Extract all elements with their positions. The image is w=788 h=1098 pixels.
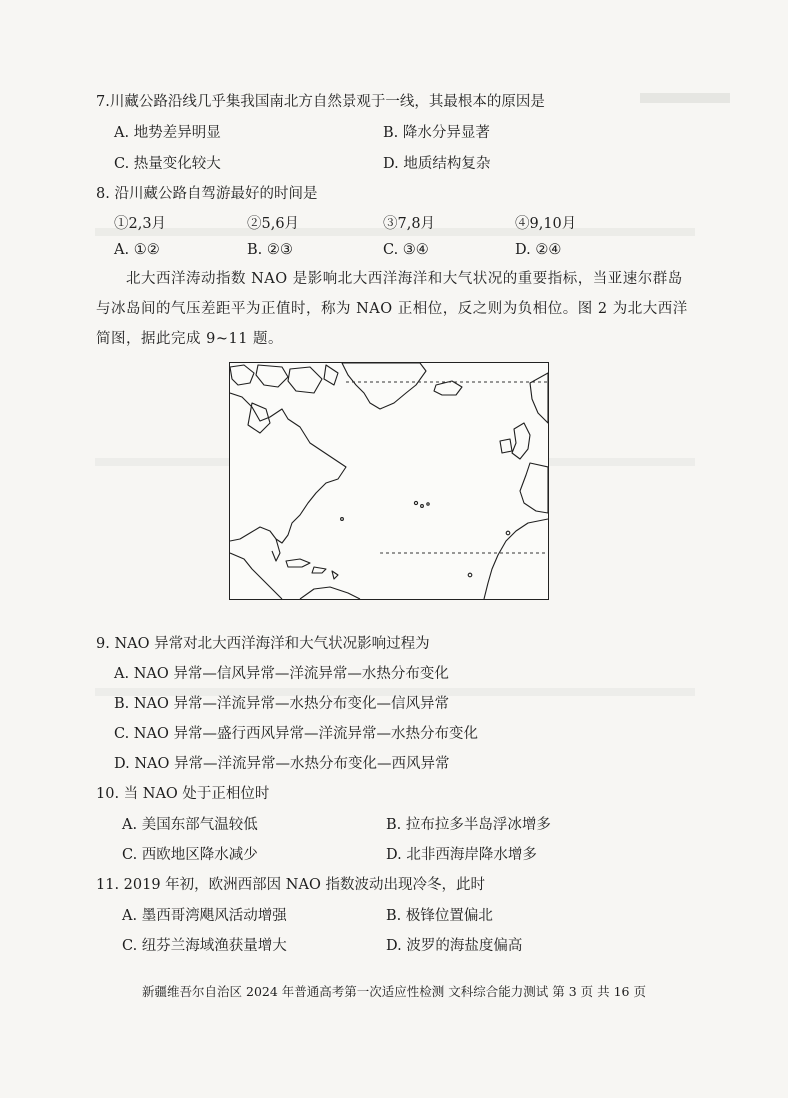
azores-islands-outline bbox=[414, 501, 417, 504]
azores-islands-outline bbox=[421, 505, 424, 508]
q9-option-c: C. NAO 异常—盛行西风异常—洋流异常—水热分布变化 bbox=[114, 726, 478, 742]
intro-paragraph: 北大西洋涛动指数 NAO 是影响北大西洋海洋和大气状况的重要指标，当亚速尔群岛与冰岛间的气压差距平为正值时，称为 NAO 正相位，反之则为负相位。图 2 为北大西洋简图，据此完成 9~11 题。 bbox=[96, 271, 688, 347]
north-atlantic-map bbox=[229, 362, 549, 600]
q10-option-d: D. 北非西海岸降水增多 bbox=[386, 847, 537, 863]
south-america-outline bbox=[300, 587, 360, 599]
q7-option-a: A. 地势差异明显 bbox=[114, 125, 221, 141]
q11-option-b: B. 极锋位置偏北 bbox=[386, 908, 493, 924]
europe-outline bbox=[520, 463, 548, 513]
q11-option-a: A. 墨西哥湾飓风活动增强 bbox=[122, 908, 287, 924]
q8-option-b: B. ②③ bbox=[247, 242, 293, 258]
q9-option-b: B. NAO 异常—洋流异常—水热分布变化—信风异常 bbox=[114, 696, 450, 712]
q8-choice-4: ④9,10月 bbox=[515, 216, 577, 232]
q8-choice-2: ②5,6月 bbox=[247, 216, 300, 232]
british-isles-outline bbox=[512, 423, 530, 459]
bermuda-outline bbox=[341, 518, 344, 521]
canary-islands-outline bbox=[506, 531, 510, 535]
north-america-outline bbox=[230, 393, 346, 543]
q9-option-d: D. NAO 异常—洋流异常—水热分布变化—西风异常 bbox=[114, 756, 450, 772]
greenland-outline bbox=[342, 363, 426, 409]
q10-option-a: A. 美国东部气温较低 bbox=[122, 817, 258, 833]
q7-option-b: B. 降水分异显著 bbox=[383, 125, 490, 141]
iceland-outline bbox=[434, 381, 462, 395]
q8-option-d: D. ②④ bbox=[515, 242, 562, 258]
central-america-outline bbox=[230, 553, 282, 599]
q8-choice-3: ③7,8月 bbox=[383, 216, 436, 232]
arctic-islands-outline bbox=[256, 365, 288, 387]
caribbean-islands-outline bbox=[332, 571, 338, 579]
q11-option-c: C. 纽芬兰海域渔获量增大 bbox=[122, 938, 287, 954]
map-drawing bbox=[230, 363, 548, 599]
q9-stem: 9. NAO 异常对北大西洋海洋和大气状况影响过程为 bbox=[96, 636, 430, 652]
q7-option-c: C. 热量变化较大 bbox=[114, 156, 221, 172]
scandinavia-outline bbox=[530, 373, 548, 423]
q9-option-a: A. NAO 异常—信风异常—洋流异常—水热分布变化 bbox=[114, 666, 449, 682]
arctic-islands-outline bbox=[288, 367, 322, 393]
q7-stem: 7.川藏公路沿线几乎集我国南北方自然景观于一线，其最根本的原因是 bbox=[96, 94, 545, 110]
q11-option-d: D. 波罗的海盐度偏高 bbox=[386, 938, 523, 954]
q7-option-d: D. 地质结构复杂 bbox=[383, 156, 491, 172]
arctic-islands-outline bbox=[324, 365, 338, 385]
q8-option-a: A. ①② bbox=[114, 242, 160, 258]
azores-islands-outline bbox=[427, 503, 429, 505]
arctic-islands-outline bbox=[230, 365, 254, 385]
cape-verde-islands-outline bbox=[468, 573, 472, 577]
bleed-through-mark bbox=[640, 93, 730, 103]
caribbean-islands-outline bbox=[286, 559, 310, 567]
caribbean-islands-outline bbox=[312, 567, 326, 573]
florida-outline bbox=[272, 539, 280, 561]
page-footer: 新疆维吾尔自治区 2024 年普通高考第一次适应性检测 文科综合能力测试 第 3 页 共 16 页 bbox=[142, 984, 646, 999]
q8-option-c: C. ③④ bbox=[383, 242, 429, 258]
q8-stem: 8. 沿川藏公路自驾游最好的时间是 bbox=[96, 186, 318, 202]
q10-stem: 10. 当 NAO 处于正相位时 bbox=[96, 786, 270, 802]
q10-option-b: B. 拉布拉多半岛浮冰增多 bbox=[386, 817, 551, 833]
q11-stem: 11. 2019 年初，欧洲西部因 NAO 指数波动出现冷冬，此时 bbox=[96, 877, 485, 893]
british-isles-outline bbox=[500, 439, 512, 453]
q8-choice-1: ①2,3月 bbox=[114, 216, 167, 232]
africa-outline bbox=[484, 519, 548, 599]
q10-option-c: C. 西欧地区降水减少 bbox=[122, 847, 258, 863]
